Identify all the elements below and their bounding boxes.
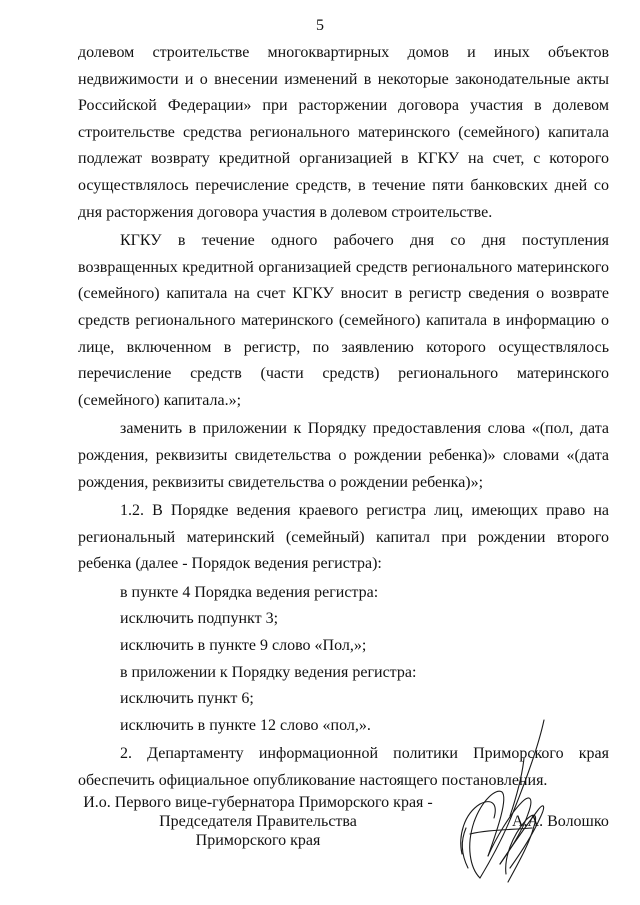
page-number: 5 <box>316 17 324 34</box>
list-item: в пункте 4 Порядка ведения регистра: <box>120 583 379 601</box>
paragraph-replace-words: заменить в приложении к Порядку предоставления слова «(пол, дата рождения, реквизиты свидетельства о рождении ребенка)» словами «(дата рождения, реквизиты свидетельства о рождении ребенка)»; <box>78 420 609 491</box>
list-item: исключить пункт 6; <box>120 690 254 708</box>
signatory-title-line: И.о. Первого вице-губернатора Приморского края - <box>83 794 433 811</box>
signatory-title <box>78 793 438 850</box>
list-item: в приложении к Порядку ведения регистра: <box>120 663 417 681</box>
document-body <box>78 40 609 795</box>
paragraph-continuation: долевом строительстве многоквартирных домов и иных объектов недвижимости и о внесении изменений в некоторые законодательные акты Российской Федерации» при расторжении договора участия в долевом строительстве средства регионального материнского (семейного) капитала подлежат возврату кредитной организацией в КГКУ на счет, с которого осуществлялось перечисление средств, в течение пяти банковских дней со дня расторжения договора участия в долевом строительстве. <box>78 44 609 221</box>
signatory-title-line: Приморского края <box>195 832 321 849</box>
signatory-title-line: Председателя Правительства <box>159 813 357 830</box>
signatory-name: А.А. Волошко <box>512 813 609 830</box>
handwritten-signature <box>440 718 580 893</box>
paragraph-item-1-2: 1.2. В Порядке ведения краевого регистра лиц, имеющих право на региональный материнский (семейный) капитал при рождении второго ребенка (далее - Порядок ведения регистра): <box>78 502 609 573</box>
list-item: исключить подпункт 3; <box>120 610 279 628</box>
list-item: исключить в пункте 12 слово «пол,». <box>120 716 371 734</box>
paragraph-item-2: 2. Департаменту информационной политики Приморского края обеспечить официальное опубликование настоящего постановления. <box>78 745 609 790</box>
list-item: исключить в пункте 9 слово «Пол,»; <box>120 637 367 655</box>
paragraph-kgku-register: КГКУ в течение одного рабочего дня со дня поступления возвращенных кредитной организацией средств регионального материнского (семейного) капитала на счет КГКУ вносит в регистр сведения о возврате средств регионального материнского (семейного) капитала в информацию о лице, включенном в регистр, по заявлению которого осуществлялось перечисление средств (части средств) регионального материнского (семейного) капитала.»; <box>78 232 609 409</box>
